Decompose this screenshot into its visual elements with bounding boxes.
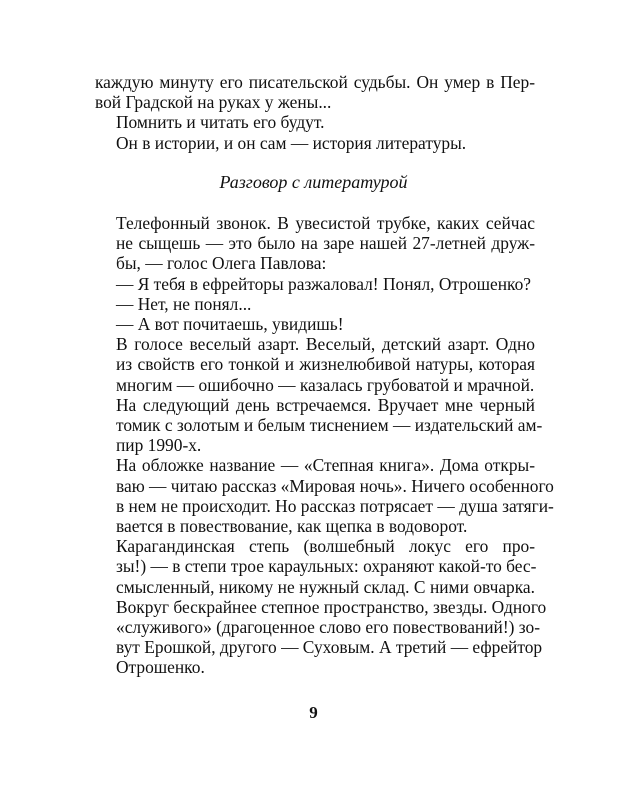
text-line: из свойств его тонкой и жизнелюбивой натуры, которая [116, 354, 535, 375]
text-line: томик с золотым и белым тиснением — издательский ам- [116, 415, 543, 436]
text-line: смысленный, никому не нужный склад. С ними овчарка. [116, 576, 535, 597]
page-number: 9 [309, 703, 318, 722]
text-line: многим — ошибочно — казалась грубоватой и мрачной. [116, 374, 535, 395]
text-line: Телефонный звонок. В увесистой трубке, каких сейчас [116, 213, 535, 233]
text-line: вой Градской на руках у жены... [95, 92, 332, 113]
text-line: бы, — голос Олега Павлова: [116, 253, 327, 274]
text-line: «служивого» (драгоценное слово его повествований!) зо- [116, 617, 541, 638]
paragraph [95, 394, 543, 456]
section-heading: Разговор с литературой [219, 172, 408, 192]
paragraph [95, 455, 554, 537]
paragraph [95, 112, 535, 132]
text-line: Вокруг бескрайнее степное пространство, звезды. Одного [116, 596, 547, 617]
text-line: — А вот почитаешь, увидишь! [116, 314, 344, 335]
text-line: — Нет, не понял... [116, 293, 252, 314]
paragraph [95, 294, 535, 314]
paragraph [95, 334, 535, 395]
text-line: На обложке название — «Степная книга». Дома откры- [116, 455, 535, 476]
text-line: каждую минуту его писательской судьбы. Он умер в Пер- [95, 72, 535, 92]
text-block-main [95, 213, 554, 678]
text-block-top [95, 72, 535, 153]
text-line: вается в повествование, как щепка в водоворот. [116, 516, 468, 537]
paragraph [95, 274, 535, 294]
text-line: — Я тебя в ефрейторы разжаловал! Понял, Отрошенко? [116, 273, 532, 294]
paragraph [95, 133, 535, 153]
text-line: вут Ерошкой, другого — Суховым. А третий — ефрейтор [116, 637, 543, 658]
text-line: Карагандинская степь (волшебный локус его про- [116, 536, 535, 557]
text-line: Помнить и читать его будут. [116, 112, 325, 133]
paragraph [95, 314, 535, 334]
text-line: На следующий день встречаемся. Вручает мне черный [116, 394, 535, 415]
text-line: Он в истории, и он сам — история литературы. [116, 132, 467, 153]
text-line: в нем не происходит. Но рассказ потрясает — душа затяги- [116, 495, 554, 516]
text-line: В голосе веселый азарт. Веселый, детский азарт. Одно [116, 334, 535, 355]
text-line: ваю — читаю рассказ «Мировая ночь». Ничего особенного [116, 475, 554, 496]
text-line: Отрошенко. [116, 657, 205, 678]
text-line: пир 1990-х. [116, 435, 202, 456]
paragraph [95, 536, 547, 678]
text-line: не сыщешь — это было на заре нашей 27-летней друж- [116, 233, 535, 254]
paragraph [95, 213, 535, 274]
text-line: зы!) — в степи трое караульных: охраняют какой-то бес- [116, 556, 537, 577]
paragraph [95, 72, 535, 112]
